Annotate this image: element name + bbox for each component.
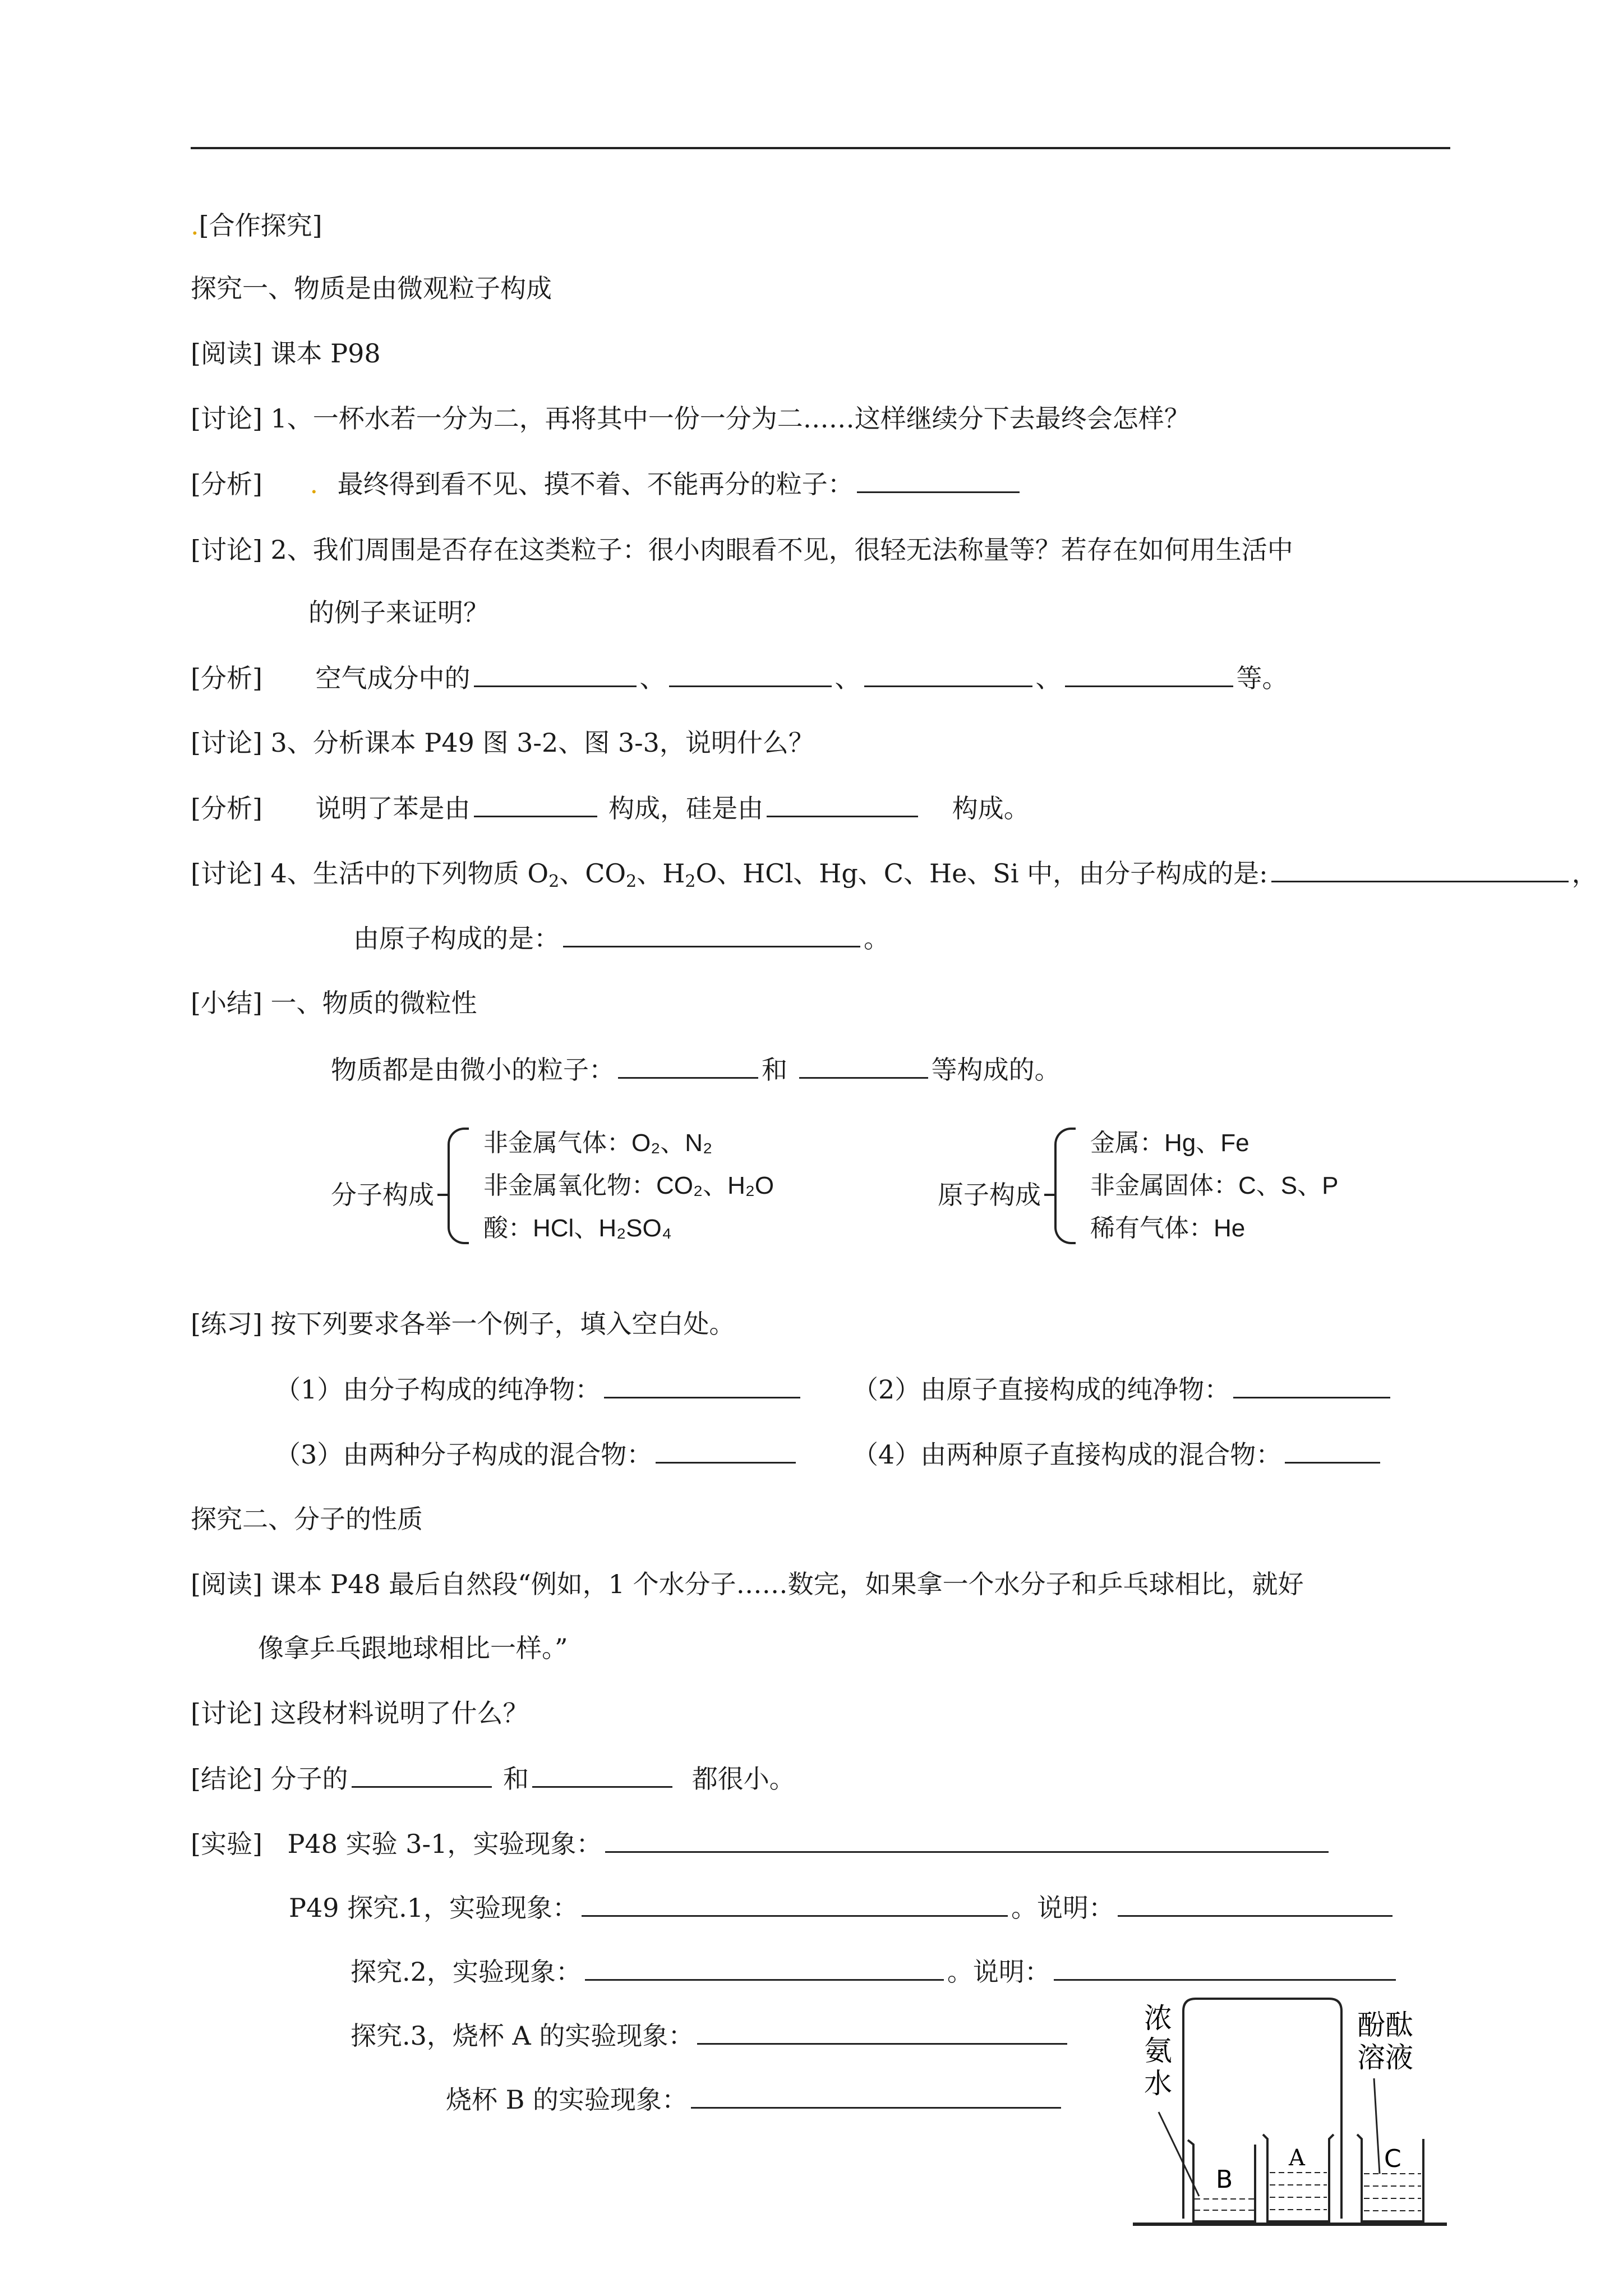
molecular-item: 非金属氧化物：CO₂、H₂O [483, 1172, 774, 1199]
practice-q2: （2）由原子直接构成的纯净物： [852, 1366, 1394, 1411]
atomic-brace-notch [1044, 1194, 1057, 1196]
experiment-1: [实验] P48 实验 3-1，实验现象： [191, 1821, 1332, 1866]
atomic-brace [1054, 1128, 1076, 1244]
practice-heading: [练习] 按下列要求各举一个例子，填入空白处。 [191, 1309, 735, 1339]
discuss-4-cont: 由原子构成的是： 。 [353, 915, 889, 960]
molecular-item: 酸：HCl、H₂SO₄ [483, 1214, 672, 1242]
inquiry2-title: 探究二、分子的性质 [191, 1504, 423, 1534]
read-line-2: [阅读] 课本 P48 最后自然段“例如，1 个水分子……数完，如果拿一个水分子和乒乓球相比，就好 [191, 1569, 1304, 1599]
discuss-5: [讨论] 这段材料说明了什么？ [191, 1698, 529, 1728]
answer-blank[interactable] [697, 2013, 1067, 2045]
atomic-label: 原子构成 [938, 1180, 1041, 1210]
discuss-2-cont: 的例子来证明？ [308, 597, 489, 628]
molecular-label: 分子构成 [331, 1180, 434, 1210]
analysis-2: [分析] 空气成分中的 、 、 、 等。 [191, 655, 1288, 700]
phenolphthalein-label: 酚酞 [1357, 2009, 1413, 2041]
marker-dot: . [191, 210, 199, 241]
answer-blank[interactable] [618, 1047, 758, 1079]
read-line: [阅读] 课本 P98 [191, 338, 381, 369]
discuss-2: [讨论] 2、我们周围是否存在这类粒子：很小肉眼看不见，很轻无法称量等？若存在如何用生活中 [191, 535, 1293, 565]
inquiry1-title: 探究一、物质是由微观粒子构成 [191, 273, 552, 303]
beaker-b-label: B [1216, 2165, 1233, 2194]
experiment-5: 烧杯 B 的实验现象： [446, 2077, 1064, 2122]
answer-blank[interactable] [767, 785, 918, 817]
molecular-brace-notch [437, 1194, 450, 1196]
cover-beaker [1183, 1999, 1341, 2219]
answer-blank[interactable] [864, 655, 1032, 687]
experiment-3: 探究.2，实验现象： 。说明： [351, 1949, 1399, 1994]
experiment-4: 探究.3，烧杯 A 的实验现象： [351, 2013, 1071, 2058]
discuss-3: [讨论] 3、分析课本 P49 图 3-2、图 3-3，说明什么？ [191, 728, 814, 758]
atomic-item: 非金属固体：C、S、P [1090, 1172, 1339, 1199]
beaker-diagram [1133, 1989, 1447, 2235]
answer-blank[interactable] [582, 1885, 1008, 1917]
answer-blank[interactable] [585, 1949, 944, 1981]
read-line-2-cont: 像拿乒乓跟地球相比一样。” [258, 1633, 568, 1663]
conclusion-line: [结论] 分子的 和 都很小。 [191, 1756, 795, 1801]
answer-blank[interactable] [1271, 850, 1569, 882]
answer-blank[interactable] [691, 2077, 1061, 2109]
practice-q3: （3）由两种分子构成的混合物： [275, 1432, 799, 1476]
top-rule [191, 147, 1450, 149]
ammonia-label-char: 浓 [1144, 2002, 1172, 2035]
answer-blank[interactable] [474, 655, 637, 687]
molecular-item: 非金属气体：O₂、N₂ [483, 1129, 713, 1157]
answer-blank[interactable] [1118, 1885, 1393, 1917]
answer-blank[interactable] [563, 915, 860, 947]
answer-blank[interactable] [1065, 655, 1233, 687]
molecular-brace [448, 1128, 469, 1244]
atomic-item: 金属：Hg、Fe [1090, 1129, 1249, 1157]
practice-q4: （4）由两种原子直接构成的混合物： [852, 1432, 1384, 1476]
answer-blank[interactable] [604, 1366, 800, 1398]
summary-line: 物质都是由微小的粒子： 和 等构成的。 [331, 1047, 1061, 1092]
beaker-diagram-svg [1133, 1989, 1447, 2235]
answer-blank[interactable] [352, 1756, 492, 1788]
ammonia-label-char: 氨 [1144, 2035, 1172, 2067]
answer-blank[interactable] [1054, 1949, 1396, 1981]
section-heading: .[合作探究] [191, 210, 322, 241]
discuss-1: [讨论] 1、一杯水若一分为二，再将其中一份一分为二……这样继续分下去最终会怎样？ [191, 403, 1190, 434]
analysis-3: [分析] 说明了苯是由 构成，硅是由 构成。 [191, 785, 1030, 830]
practice-q1: （1）由分子构成的纯净物： [275, 1366, 804, 1411]
experiment-2: P49 探究.1，实验现象： 。说明： [289, 1885, 1396, 1930]
answer-blank[interactable] [605, 1821, 1329, 1853]
analysis-1: [分析] . 最终得到看不见、摸不着、不能再分的粒子： [191, 461, 1023, 506]
answer-blank[interactable] [669, 655, 832, 687]
atomic-item: 稀有气体：He [1090, 1214, 1246, 1242]
discuss-4: [讨论] 4、生活中的下列物质 $O_2$、$CO_2$、$H_2O$、HCl、Hg、C、He、Si 中，由分子构成的是: ， [191, 850, 1598, 895]
answer-blank[interactable] [799, 1047, 928, 1079]
ammonia-label-char: 水 [1144, 2067, 1172, 2100]
pointer-phenolphthalein [1374, 2078, 1380, 2174]
phenolphthalein-label: 溶液 [1357, 2041, 1413, 2074]
answer-blank[interactable] [474, 785, 597, 817]
summary-heading: [小结] 一、物质的微粒性 [191, 988, 477, 1018]
beaker-c-label: C [1384, 2145, 1401, 2173]
answer-blank[interactable] [1233, 1366, 1390, 1398]
answer-blank[interactable] [656, 1432, 796, 1464]
beaker-a-label: A [1289, 2145, 1305, 2171]
answer-blank[interactable] [1285, 1432, 1380, 1464]
answer-blank[interactable] [857, 461, 1020, 493]
answer-blank[interactable] [532, 1756, 672, 1788]
